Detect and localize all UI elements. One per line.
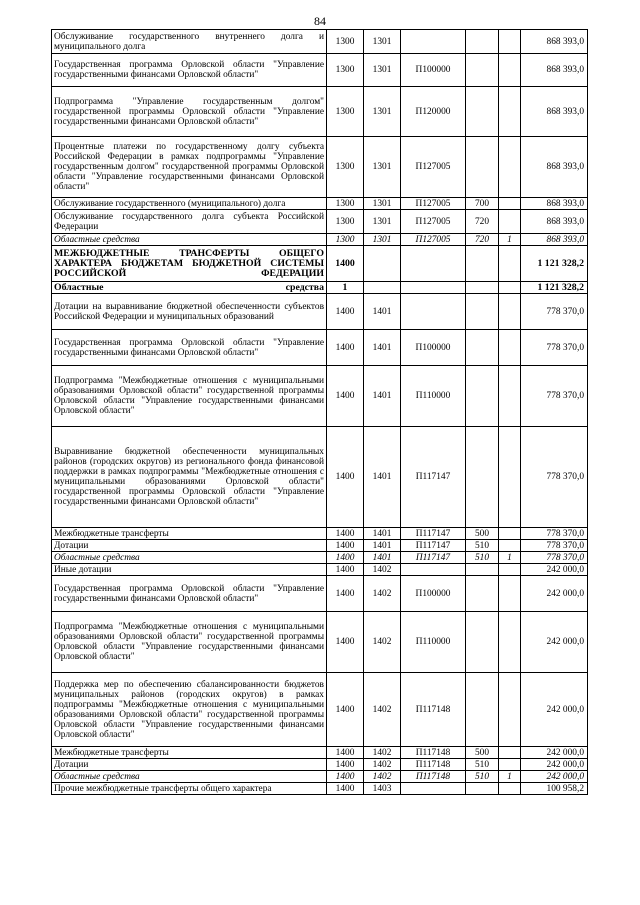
funding-source-cell <box>499 330 521 366</box>
row-name-cell: Межбюджетные трансферты <box>52 747 327 759</box>
subsection-code-cell: 1401 <box>364 540 401 552</box>
row-name-cell: Подпрограмма "Управление государственным долгом" государственной программы Орловской области "Управление государственными финансами Орловской области" <box>52 87 327 137</box>
amount-cell: 868 393,0 <box>521 198 588 210</box>
target-article-cell <box>401 282 466 294</box>
row-name-cell: Государственная программа Орловской области "Управление государственными финансами Орловской области" <box>52 576 327 612</box>
table-row <box>52 564 588 576</box>
expense-type-cell <box>466 427 499 528</box>
section-code-cell: 1300 <box>327 87 364 137</box>
section-code-cell: 1300 <box>327 54 364 87</box>
expense-type-cell <box>466 282 499 294</box>
funding-source-cell <box>499 282 521 294</box>
row-name-cell: Иные дотации <box>52 564 327 576</box>
table-row <box>52 612 588 673</box>
subsection-code-cell: 1402 <box>364 759 401 771</box>
amount-cell: 242 000,0 <box>521 673 588 747</box>
funding-source-cell <box>499 759 521 771</box>
amount-cell: 778 370,0 <box>521 552 588 564</box>
target-article-cell <box>401 246 466 282</box>
expense-type-cell <box>466 246 499 282</box>
row-name-cell: Областные средства <box>52 771 327 783</box>
table-row <box>52 747 588 759</box>
table-row <box>52 771 588 783</box>
funding-source-cell <box>499 294 521 330</box>
expense-type-cell: 510 <box>466 552 499 564</box>
section-code-cell: 1300 <box>327 234 364 246</box>
subsection-code-cell: 1401 <box>364 330 401 366</box>
amount-cell: 778 370,0 <box>521 427 588 528</box>
row-name-cell: Областные средства <box>52 552 327 564</box>
section-code-cell: 1400 <box>327 427 364 528</box>
funding-source-cell: 1 <box>499 771 521 783</box>
section-code-cell: 1400 <box>327 246 364 282</box>
target-article-cell: П100000 <box>401 330 466 366</box>
table-row <box>52 330 588 366</box>
amount-cell: 868 393,0 <box>521 54 588 87</box>
funding-source-cell <box>499 673 521 747</box>
row-name-cell: Областные средства <box>52 234 327 246</box>
table-row <box>52 294 588 330</box>
section-code-cell: 1400 <box>327 747 364 759</box>
amount-cell: 242 000,0 <box>521 759 588 771</box>
funding-source-cell <box>499 87 521 137</box>
table-row <box>52 576 588 612</box>
target-article-cell: П110000 <box>401 366 466 427</box>
section-code-cell: 1400 <box>327 612 364 673</box>
section-code-cell: 1400 <box>327 552 364 564</box>
expense-type-cell <box>466 54 499 87</box>
funding-source-cell <box>499 564 521 576</box>
subsection-code-cell: 1401 <box>364 427 401 528</box>
expense-type-cell: 700 <box>466 198 499 210</box>
table-row <box>52 759 588 771</box>
amount-cell: 778 370,0 <box>521 294 588 330</box>
funding-source-cell <box>499 210 521 234</box>
section-code-cell: 1300 <box>327 198 364 210</box>
target-article-cell: П127005 <box>401 234 466 246</box>
section-code-cell: 1400 <box>327 528 364 540</box>
section-code-cell: 1400 <box>327 564 364 576</box>
subsection-code-cell: 1402 <box>364 673 401 747</box>
row-name-cell: Государственная программа Орловской области "Управление государственными финансами Орловской области" <box>52 54 327 87</box>
subsection-code-cell: 1401 <box>364 528 401 540</box>
funding-source-cell <box>499 246 521 282</box>
table-row <box>52 137 588 198</box>
subsection-code-cell: 1301 <box>364 30 401 54</box>
row-name-cell: Процентные платежи по государственному долгу субъекта Российской Федерации в рамках подпрограммы "Управление государственным долгом" государственной программы Орловской области "Управление государственными финансами Орловской области" <box>52 137 327 198</box>
target-article-cell: П110000 <box>401 612 466 673</box>
funding-source-cell <box>499 137 521 198</box>
subsection-code-cell: 1301 <box>364 198 401 210</box>
target-article-cell: П127005 <box>401 198 466 210</box>
target-article-cell: П117148 <box>401 771 466 783</box>
table-row <box>52 540 588 552</box>
amount-cell: 868 393,0 <box>521 137 588 198</box>
section-code-cell: 1400 <box>327 294 364 330</box>
target-article-cell: П117147 <box>401 540 466 552</box>
expense-type-cell: 720 <box>466 234 499 246</box>
subsection-code-cell: 1402 <box>364 564 401 576</box>
table-row <box>52 246 588 282</box>
table-row <box>52 673 588 747</box>
expense-type-cell <box>466 87 499 137</box>
amount-cell: 242 000,0 <box>521 576 588 612</box>
section-code-cell: 1400 <box>327 330 364 366</box>
funding-source-cell <box>499 528 521 540</box>
subsection-code-cell: 1301 <box>364 137 401 198</box>
expense-type-cell <box>466 137 499 198</box>
section-code-cell: 1400 <box>327 771 364 783</box>
funding-source-cell <box>499 198 521 210</box>
subsection-code-cell: 1301 <box>364 87 401 137</box>
expense-type-cell: 500 <box>466 747 499 759</box>
expense-type-cell: 510 <box>466 759 499 771</box>
table-row <box>52 87 588 137</box>
row-name-cell: Областные средства <box>52 282 327 294</box>
target-article-cell <box>401 294 466 330</box>
expense-type-cell: 510 <box>466 771 499 783</box>
target-article-cell: П120000 <box>401 87 466 137</box>
section-code-cell: 1400 <box>327 576 364 612</box>
amount-cell: 868 393,0 <box>521 87 588 137</box>
target-article-cell: П127005 <box>401 210 466 234</box>
section-code-cell: 1400 <box>327 540 364 552</box>
amount-cell: 868 393,0 <box>521 234 588 246</box>
row-name-cell: МЕЖБЮДЖЕТНЫЕ ТРАНСФЕРТЫ ОБЩЕГО ХАРАКТЕРА БЮДЖЕТАМ БЮДЖЕТНОЙ СИСТЕМЫ РОССИЙСКОЙ ФЕДЕРАЦИИ <box>52 246 327 282</box>
amount-cell: 778 370,0 <box>521 366 588 427</box>
funding-source-cell <box>499 576 521 612</box>
subsection-code-cell: 1401 <box>364 366 401 427</box>
expense-type-cell <box>466 564 499 576</box>
section-code-cell: 1 <box>327 282 364 294</box>
amount-cell: 242 000,0 <box>521 564 588 576</box>
subsection-code-cell: 1301 <box>364 234 401 246</box>
budget-table <box>51 29 588 795</box>
amount-cell: 868 393,0 <box>521 30 588 54</box>
table-row <box>52 528 588 540</box>
funding-source-cell: 1 <box>499 234 521 246</box>
subsection-code-cell <box>364 282 401 294</box>
subsection-code-cell: 1403 <box>364 783 401 795</box>
table-row <box>52 427 588 528</box>
table-row <box>52 198 588 210</box>
target-article-cell <box>401 564 466 576</box>
subsection-code-cell: 1301 <box>364 210 401 234</box>
table-row <box>52 54 588 87</box>
table-row <box>52 210 588 234</box>
subsection-code-cell: 1402 <box>364 576 401 612</box>
row-name-cell: Выравнивание бюджетной обеспеченности муниципальных районов (городских округов) из регионального фонда финансовой поддержки в рамках подпрограммы "Межбюджетные отношения с муниципальными образованиями Орловской области" государственной программы Орловской области "Управление государственными финансами Орловской области" <box>52 427 327 528</box>
table-row <box>52 282 588 294</box>
table-row <box>52 234 588 246</box>
row-name-cell: Дотации <box>52 540 327 552</box>
expense-type-cell <box>466 294 499 330</box>
target-article-cell: П117147 <box>401 528 466 540</box>
target-article-cell: П100000 <box>401 576 466 612</box>
amount-cell: 1 121 328,2 <box>521 246 588 282</box>
table-row <box>52 30 588 54</box>
expense-type-cell: 510 <box>466 540 499 552</box>
row-name-cell: Государственная программа Орловской области "Управление государственными финансами Орловской области" <box>52 330 327 366</box>
row-name-cell: Дотации <box>52 759 327 771</box>
table-row <box>52 366 588 427</box>
row-name-cell: Обслуживание государственного (муниципального) долга <box>52 198 327 210</box>
expense-type-cell: 500 <box>466 528 499 540</box>
funding-source-cell <box>499 366 521 427</box>
row-name-cell: Дотации на выравнивание бюджетной обеспеченности субъектов Российской Федерации и муниципальных образований <box>52 294 327 330</box>
expense-type-cell <box>466 576 499 612</box>
amount-cell: 778 370,0 <box>521 540 588 552</box>
amount-cell: 100 958,2 <box>521 783 588 795</box>
amount-cell: 778 370,0 <box>521 528 588 540</box>
page-number: 84 <box>314 14 326 28</box>
row-name-cell: Подпрограмма "Межбюджетные отношения с муниципальными образованиями Орловской области" государственной программы Орловской области "Управление государственными финансами Орловской области" <box>52 366 327 427</box>
expense-type-cell <box>466 783 499 795</box>
expense-type-cell <box>466 330 499 366</box>
expense-type-cell: 720 <box>466 210 499 234</box>
subsection-code-cell: 1401 <box>364 294 401 330</box>
section-code-cell: 1400 <box>327 673 364 747</box>
target-article-cell: П117147 <box>401 427 466 528</box>
expense-type-cell <box>466 673 499 747</box>
expense-type-cell <box>466 30 499 54</box>
amount-cell: 242 000,0 <box>521 612 588 673</box>
table-row <box>52 783 588 795</box>
budget-table-body <box>52 30 588 795</box>
subsection-code-cell: 1402 <box>364 612 401 673</box>
target-article-cell: П100000 <box>401 54 466 87</box>
funding-source-cell: 1 <box>499 552 521 564</box>
amount-cell: 242 000,0 <box>521 747 588 759</box>
section-code-cell: 1400 <box>327 783 364 795</box>
section-code-cell: 1400 <box>327 759 364 771</box>
funding-source-cell <box>499 783 521 795</box>
subsection-code-cell <box>364 246 401 282</box>
row-name-cell: Обслуживание государственного внутреннего долга и муниципального долга <box>52 30 327 54</box>
row-name-cell: Поддержка мер по обеспечению сбалансированности бюджетов муниципальных районов (городских округов) в рамках подпрограммы "Межбюджетные отношения с муниципальными образованиями Орловской области" государственной программы Орловской области "Управление государственными финансами Орловской области" <box>52 673 327 747</box>
target-article-cell: П117148 <box>401 673 466 747</box>
expense-type-cell <box>466 612 499 673</box>
section-code-cell: 1300 <box>327 137 364 198</box>
amount-cell: 242 000,0 <box>521 771 588 783</box>
funding-source-cell <box>499 30 521 54</box>
funding-source-cell <box>499 747 521 759</box>
section-code-cell: 1300 <box>327 30 364 54</box>
table-row <box>52 552 588 564</box>
funding-source-cell <box>499 427 521 528</box>
amount-cell: 868 393,0 <box>521 210 588 234</box>
section-code-cell: 1300 <box>327 210 364 234</box>
amount-cell: 778 370,0 <box>521 330 588 366</box>
funding-source-cell <box>499 54 521 87</box>
row-name-cell: Межбюджетные трансферты <box>52 528 327 540</box>
target-article-cell <box>401 30 466 54</box>
amount-cell: 1 121 328,2 <box>521 282 588 294</box>
subsection-code-cell: 1402 <box>364 747 401 759</box>
expense-type-cell <box>466 366 499 427</box>
target-article-cell: П117148 <box>401 747 466 759</box>
target-article-cell: П117147 <box>401 552 466 564</box>
section-code-cell: 1400 <box>327 366 364 427</box>
target-article-cell: П127005 <box>401 137 466 198</box>
funding-source-cell <box>499 540 521 552</box>
row-name-cell: Обслуживание государственного долга субъекта Российской Федерации <box>52 210 327 234</box>
subsection-code-cell: 1301 <box>364 54 401 87</box>
funding-source-cell <box>499 612 521 673</box>
row-name-cell: Прочие межбюджетные трансферты общего характера <box>52 783 327 795</box>
row-name-cell: Подпрограмма "Межбюджетные отношения с муниципальными образованиями Орловской области" государственной программы Орловской области "Управление государственными финансами Орловской области" <box>52 612 327 673</box>
subsection-code-cell: 1401 <box>364 552 401 564</box>
target-article-cell: П117148 <box>401 759 466 771</box>
target-article-cell <box>401 783 466 795</box>
subsection-code-cell: 1402 <box>364 771 401 783</box>
